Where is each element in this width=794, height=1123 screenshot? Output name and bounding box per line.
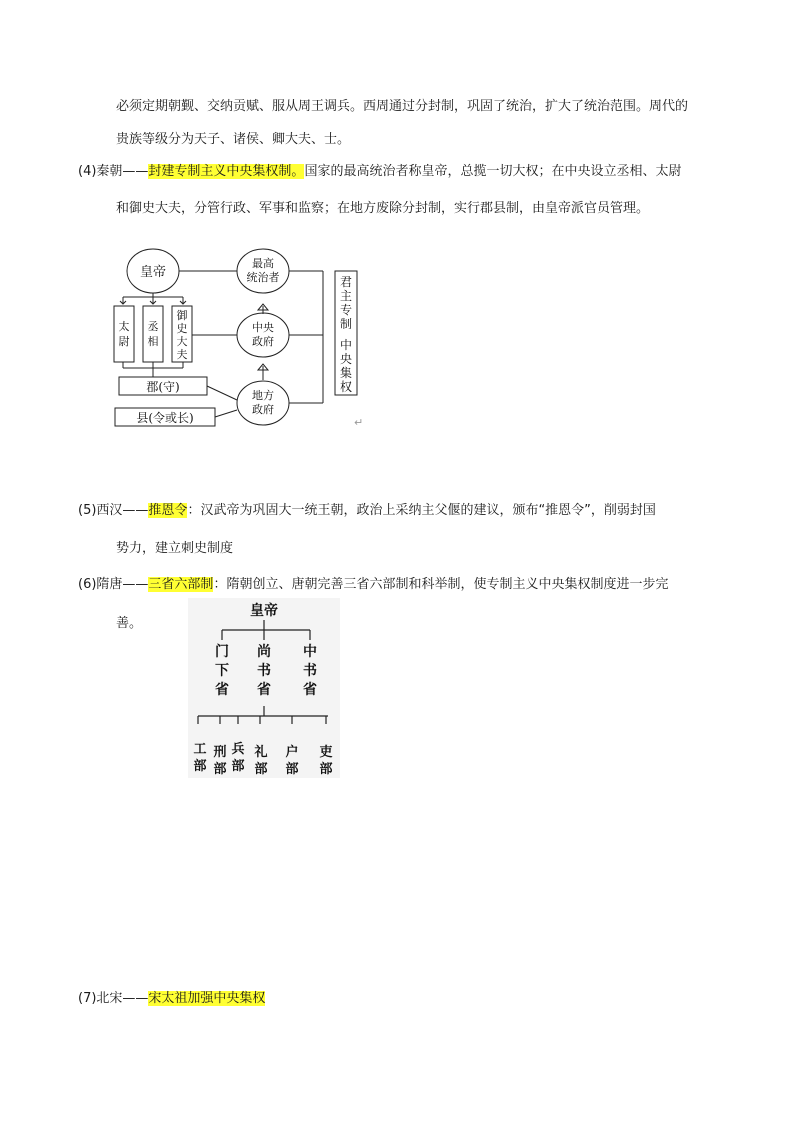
svg-text:央: 央 — [339, 352, 353, 366]
svg-text:中: 中 — [339, 338, 353, 352]
menxia-2: 下 — [215, 663, 229, 679]
bingbu-1: 兵 — [231, 742, 245, 757]
section-prefix: (4)秦朝—— — [78, 164, 149, 179]
hubu-2: 部 — [285, 762, 299, 777]
paragraph-line: 必须定期朝觐、交纳贡赋、服从周王调兵。西周通过分封制，巩固了统治，扩大了统治范围。周代的 — [116, 99, 689, 114]
svg-text:主: 主 — [339, 289, 353, 303]
paragraph-line: 贵族等级分为天子、诸侯、卿大夫、士。 — [116, 132, 351, 147]
svg-text:集: 集 — [339, 366, 353, 380]
emperor-label: 皇帝 — [139, 265, 167, 280]
highlight-term: 三省六部制 — [148, 577, 214, 592]
libu-2: 部 — [254, 762, 268, 777]
menxia-3: 省 — [215, 682, 229, 698]
hubu-1: 户 — [285, 745, 299, 760]
gongbu-2: 部 — [193, 759, 207, 774]
paragraph-return-mark: ↵ — [354, 416, 364, 429]
sui-emperor-label: 皇帝 — [250, 603, 278, 619]
section-heading-suitang — [78, 575, 668, 595]
supreme-label-2: 统治者 — [246, 271, 280, 284]
section-heading-xihan — [78, 501, 656, 521]
yushi-label-2: 史 — [176, 322, 188, 335]
zhongshu-3: 省 — [303, 682, 317, 698]
menxia-1: 门 — [215, 644, 229, 660]
shangshu-2: 书 — [257, 663, 271, 679]
supreme-label-1: 最高 — [252, 257, 274, 270]
taiwei-box — [114, 306, 134, 362]
local-label-1: 地方 — [252, 389, 274, 402]
yushi-label-1: 御 — [176, 309, 188, 322]
yushi-label-4: 夫 — [176, 348, 188, 361]
paragraph-line: 善。 — [116, 616, 143, 631]
local-label-2: 政府 — [252, 403, 274, 416]
section-text: 国家的最高统治者称皇帝，总揽一切大权；在中央设立丞相、太尉 — [304, 164, 682, 179]
shangshu-1: 尚 — [257, 644, 271, 660]
xingbu-1: 刑 — [213, 745, 227, 760]
section-prefix: (6)隋唐—— — [78, 577, 149, 592]
sansheng-liubu-diagram — [188, 598, 340, 778]
yushi-label-3: 大 — [176, 335, 188, 348]
paragraph-line: 和御史大夫，分管行政、军事和监察；在地方废除分封制，实行郡县制，由皇帝派官员管理。 — [116, 201, 650, 216]
svg-text:制: 制 — [339, 317, 353, 331]
xingbu-2: 部 — [213, 762, 227, 777]
side-label — [340, 275, 352, 394]
highlight-term: 封建专制主义中央集权制。 — [148, 164, 305, 179]
paragraph-line: 势力，建立刺史制度 — [116, 541, 234, 556]
highlight-term: 推恩令 — [148, 503, 188, 518]
section-prefix: (5)西汉—— — [78, 503, 149, 518]
zhongshu-2: 书 — [303, 663, 317, 679]
central-label-2: 政府 — [252, 335, 274, 348]
shangshu-3: 省 — [257, 682, 271, 698]
libu2-2: 部 — [319, 762, 333, 777]
chengxiang-box — [143, 306, 163, 362]
chengxiang-label-2: 相 — [147, 335, 159, 348]
section-text: ：隋朝创立、唐朝完善三省六部制和科举制，使专制主义中央集权制度进一步完 — [213, 577, 669, 592]
libu-1: 礼 — [254, 745, 268, 760]
section-text: ：汉武帝为巩固大一统王朝，政治上采纳主父偃的建议，颁布“推恩令”，削弱封国 — [187, 503, 656, 518]
svg-text:专: 专 — [339, 303, 353, 317]
svg-text:君: 君 — [339, 275, 353, 289]
section-prefix: (7)北宋—— — [78, 991, 149, 1006]
section-heading-beisong — [78, 989, 265, 1009]
qin-structure-diagram — [105, 240, 375, 430]
chengxiang-label-1: 丞 — [147, 320, 159, 333]
jun-label: 郡(守) — [146, 380, 180, 394]
bingbu-2: 部 — [231, 759, 245, 774]
libu2-1: 吏 — [319, 745, 333, 760]
gongbu-1: 工 — [193, 742, 207, 757]
highlight-term: 宋太祖加强中央集权 — [148, 991, 266, 1006]
svg-text:权: 权 — [339, 380, 353, 394]
central-label-1: 中央 — [252, 321, 274, 334]
taiwei-label-2: 尉 — [118, 335, 130, 348]
taiwei-label-1: 太 — [118, 320, 130, 333]
xian-label: 县(令或长) — [136, 411, 194, 425]
zhongshu-1: 中 — [303, 644, 317, 660]
section-heading-qin — [78, 162, 681, 182]
